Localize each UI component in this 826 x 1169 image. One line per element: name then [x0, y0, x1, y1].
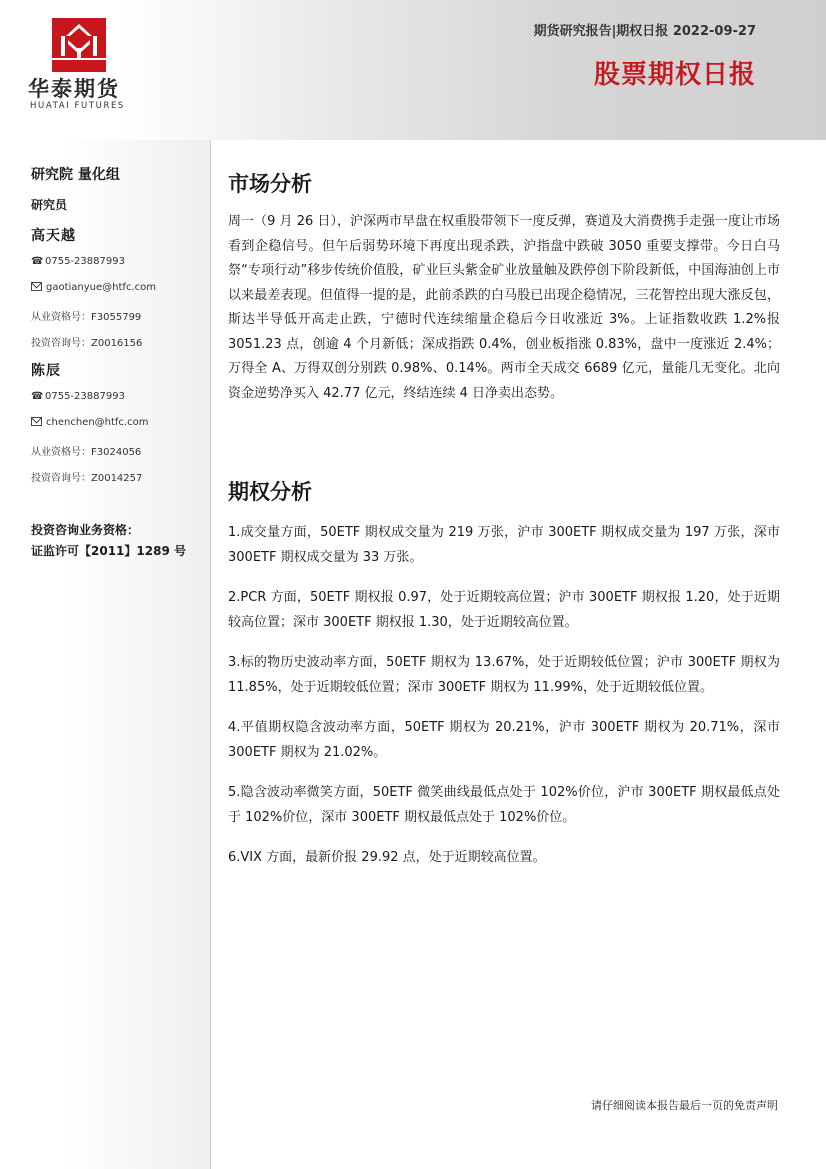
logo-wordmark-en: HUATAI FUTURES — [30, 101, 125, 111]
analyst-investment-id: 投资咨询号：Z0014257 — [31, 473, 143, 484]
options-item: 3.标的物历史波动率方面，50ETF 期权为 13.67%，处于近期较低位置；沪市 300ETF 期权为 11.85%，处于近期较低位置；深市 300ETF 期权为 11.99%，处于近期较低位置。 — [228, 655, 780, 695]
analyst-name: 高天越 — [31, 228, 76, 244]
analyst-sidebar — [0, 140, 211, 1169]
options-item: 1.成交量方面，50ETF 期权成交量为 219 万张，沪市 300ETF 期权成交量为 197 万张，深市 300ETF 期权成交量为 33 万张。 — [228, 525, 780, 565]
options-item: 2.PCR 方面，50ETF 期权报 0.97，处于近期较高位置；沪市 300ETF 期权报 1.20，处于近期较高位置；深市 300ETF 期权报 1.30，处于近期较高位置。 — [228, 590, 780, 630]
license-label: 投资咨询业务资格： — [31, 523, 140, 537]
logo-wordmark-cn: 华泰期货 — [28, 77, 120, 101]
phone-icon: ☎ — [31, 256, 44, 267]
huatai-logo-icon — [52, 18, 106, 72]
analyst-email — [31, 417, 148, 428]
analyst-phone — [31, 391, 125, 402]
phone-icon: ☎ — [31, 391, 44, 402]
envelope-icon — [31, 282, 42, 291]
analyst-phone-number: 0755-23887993 — [45, 256, 125, 267]
report-header — [0, 0, 826, 140]
report-title: 股票期权日报 — [593, 60, 756, 90]
analyst-phone-number: 0755-23887993 — [45, 391, 125, 402]
role-label: 研究员 — [31, 198, 68, 212]
license-value: 证监许可【2011】1289 号 — [31, 544, 186, 558]
analyst-investment-id: 投资咨询号：Z0016156 — [31, 338, 143, 349]
analyst-phone — [31, 256, 125, 267]
options-item: 4.平值期权隐含波动率方面，50ETF 期权为 20.21%，沪市 300ETF 期权为 20.71%，深市 300ETF 期权为 21.02%。 — [228, 720, 780, 760]
market-analysis-paragraph: 周一（9 月 26 日），沪深两市早盘在权重股带领下一度反弹，赛道及大消费携手走强一度让市场看到企稳信号。但午后弱势环境下再度出现杀跌，沪指盘中跌破 3050 重要支撑带。今日白马祭“专项行动”移步传统价值股，矿业巨头紫金矿业放量触及跌停创下阶段新低，中国海油创上市以来最差表现。但值得一提的是，此前杀跌的白马股已出现企稳情况，三花智控出现大涨反包，斯达半导低开高走止跌，宁德时代连续缩量企稳后今日收涨近 3%。上证指数收跌 1.2%报 3051.23 点，创逾 4 个月新低；深成指跌 0.4%，创业板指涨 0.83%，盘中一度涨近 2.4%；万得全 A、万得双创分别跌 0.98%、0.14%。两市全天成交 6689 亿元，量能几无变化。北向资金逆势净买入 42.77 亿元，终结连续 4 日净卖出态势。 — [228, 214, 780, 401]
analyst-qualification: 从业资格号：F3024056 — [31, 447, 142, 458]
envelope-icon — [31, 417, 42, 426]
options-item: 5.隐含波动率微笑方面，50ETF 微笑曲线最低点处于 102%价位，沪市 300ETF 期权最低点处于 102%价位，深市 300ETF 期权最低点处于 102%价位。 — [228, 785, 780, 825]
analyst-email-address[interactable]: chenchen@htfc.com — [46, 417, 149, 428]
analyst-qualification: 从业资格号：F3055799 — [31, 312, 142, 323]
report-subtitle: 期货研究报告|期权日报 2022-09-27 — [533, 24, 756, 39]
analyst-email — [31, 282, 156, 293]
analyst-name: 陈辰 — [31, 363, 61, 379]
disclaimer-note: 请仔细阅读本报告最后一页的免责声明 — [591, 1099, 778, 1112]
market-analysis-heading: 市场分析 — [228, 172, 312, 196]
options-item: 6.VIX 方面，最新价报 29.92 点，处于近期较高位置。 — [228, 850, 546, 865]
department-label: 研究院 量化组 — [31, 167, 120, 183]
analyst-email-address[interactable]: gaotianyue@htfc.com — [46, 282, 156, 293]
options-analysis-heading: 期权分析 — [228, 480, 312, 504]
